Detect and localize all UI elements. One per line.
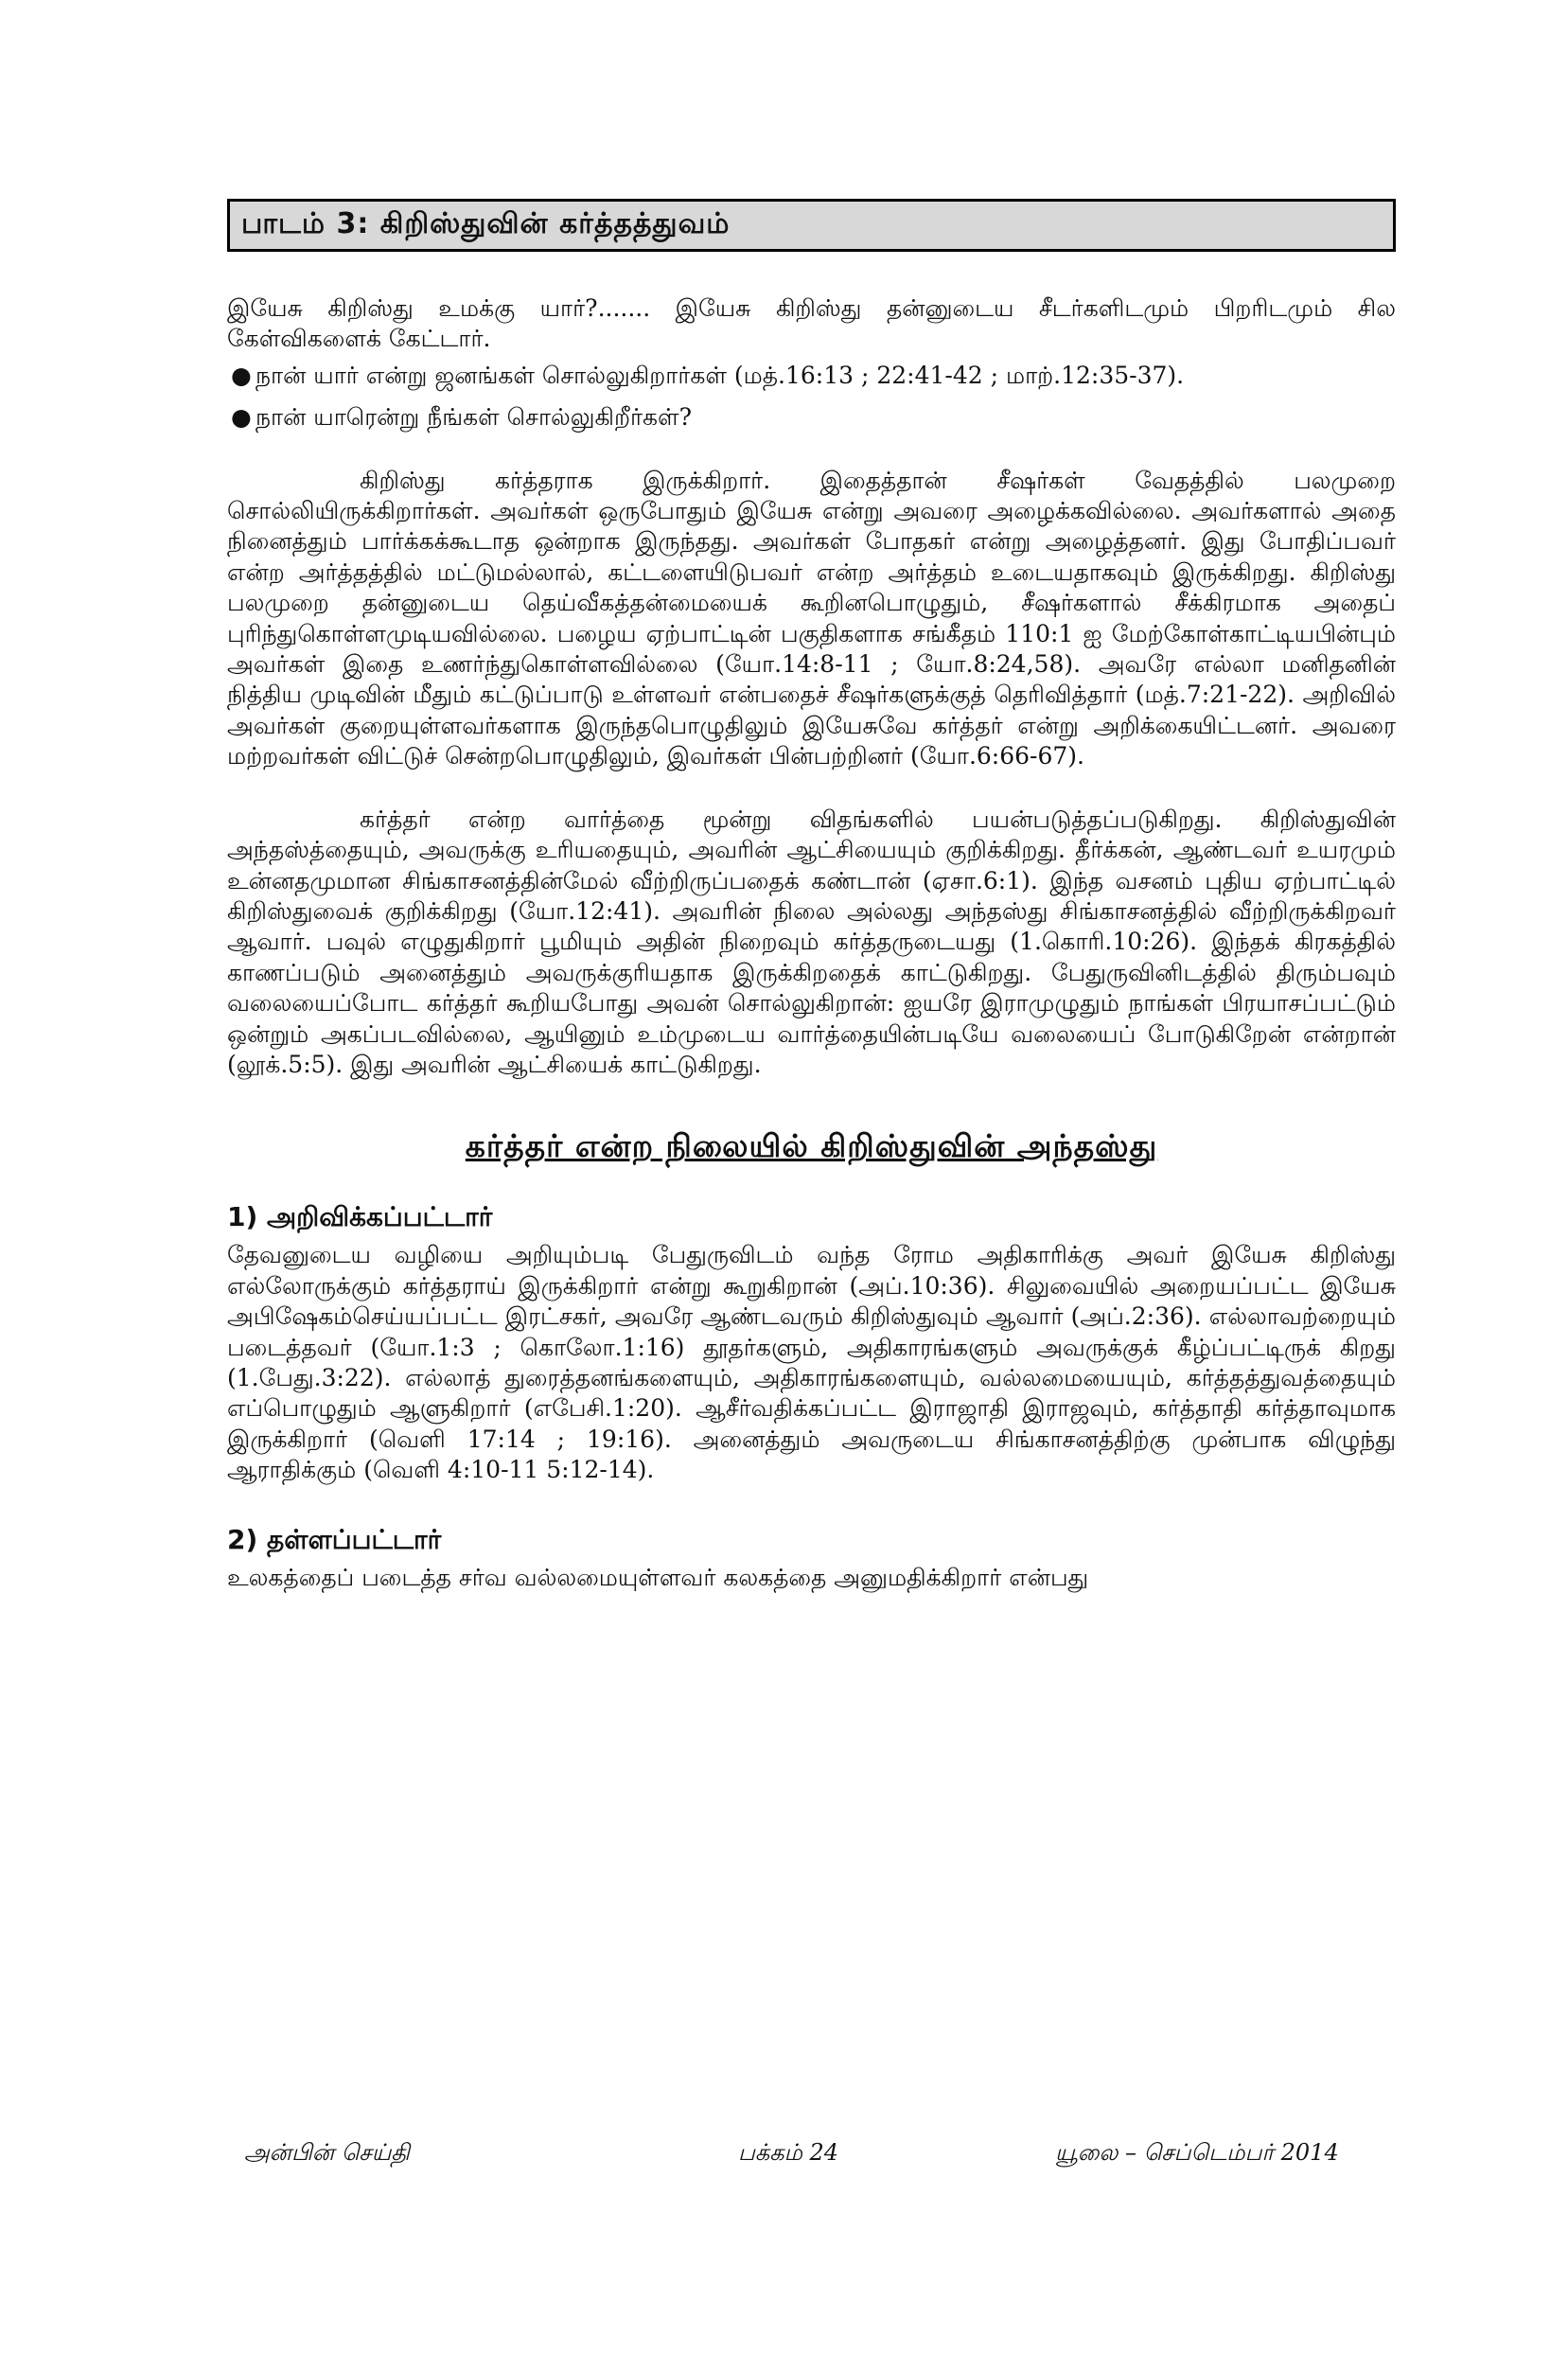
section-heading: கர்த்தர் என்ற நிலையில் கிறிஸ்துவின் அந்தஸ்து: [465, 1127, 1158, 1165]
subsection-paragraph: உலகத்தைப் படைத்த சர்வ வல்லமையுள்ளவர் கலகத்தை அனுமதிக்கிறார் என்பது: [227, 1563, 1089, 1591]
bullet-icon: ●: [231, 403, 252, 432]
body-paragraph: கிறிஸ்து கர்த்தராக இருக்கிறார். இதைத்தான் சீஷர்கள் வேதத்தில் பலமுறை சொல்லியிருக்கிறார்கள். அவர்கள் ஒருபோதும் இயேசு என்று அவரை அழைக்கவில்லை. அவர்களால் அதை நினைத்தும் பார்க்கக்கூடாத ஒன்றாக இருந்தது. அவர்கள் போதகர் என்று அழைத்தனர். இது போதிப்பவர் என்ற அர்த்தத்தில் மட்டுமல்லால், கட்டளையிடுபவர் என்ற அர்த்தம் உடையதாகவும் இருக்கிறது. கிறிஸ்து பலமுறை தன்னுடைய தெய்வீகத்தன்மையைக் கூறினபொழுதும், சீஷர்களால் சீக்கிரமாக அதைப் புரிந்துகொள்ளமுடியவில்லை. பழைய ஏற்பாட்டின் பகுதிகளாக சங்கீதம் 110:1 ஐ மேற்கோள்காட்டியபின்பும் அவர்கள் இதை உணர்ந்துகொள்ளவில்லை (யோ.14:8-11 ; யோ.8:24,58). அவரே எல்லா மனிதனின் நித்திய முடிவின் மீதும் கட்டுப்பாடு உள்ளவர் என்பதைச் சீஷர்களுக்குத் தெரிவித்தார் (மத்.7:21-22). அறிவில் அவர்கள் குறையுள்ளவர்களாக இருந்தபொழுதிலும் இயேசுவே கர்த்தர் என்று அறிக்கையிட்டனர். அவரை மற்றவர்கள் விட்டுச் சென்றபொழுதிலும், இவர்கள் பின்பற்றினர் (யோ.6:66-67).: [227, 466, 1396, 770]
question-list: [227, 361, 1396, 434]
subsection-heading: 2) தள்ளப்பட்டார்: [227, 1523, 442, 1555]
question-text: நான் யார் என்று ஜனங்கள் சொல்லுகிறார்கள் (மத்.16:13 ; 22:41-42 ; மாற்.12:35-37).: [255, 361, 1185, 389]
bullet-icon: ●: [231, 361, 252, 389]
question-text: நான் யாரென்று நீங்கள் சொல்லுகிறீர்கள்?: [255, 403, 692, 432]
page-content: [227, 199, 1396, 1593]
footer-publication: அன்பின் செய்தி: [244, 2139, 410, 2166]
lesson-title: பாடம் 3: கிறிஸ்துவின் கர்த்தத்துவம்: [227, 199, 1396, 252]
subsection-heading: 1) அறிவிக்கப்பட்டார்: [227, 1201, 493, 1233]
page-footer: [0, 2139, 1568, 2177]
intro-paragraph: இயேசு கிறிஸ்து உமக்கு யார்?....... இயேசு கிறிஸ்து தன்னுடைய சீடர்களிடமும் பிறரிடமும் சில கேள்விகளைக் கேட்டார்.: [227, 294, 1396, 353]
subsection-paragraph: தேவனுடைய வழியை அறியும்படி பேதுருவிடம் வந்த ரோம அதிகாரிக்கு அவர் இயேசு கிறிஸ்து எல்லோருக்கும் கர்த்தராய் இருக்கிறார் என்று கூறுகிறான் (அப்.10:36). சிலுவையில் அறையப்பட்ட இயேசு அபிஷேகம்செய்யப்பட்ட இரட்சகர், அவரே ஆண்டவரும் கிறிஸ்துவும் ஆவார் (அப்.2:36). எல்லாவற்றையும் படைத்தவர் (யோ.1:3 ; கொலோ.1:16) தூதர்களும், அதிகாரங்களும் அவருக்குக் கீழ்ப்பட்டிருக் கிறது (1.பேது.3:22). எல்லாத் துரைத்தனங்களையும், அதிகாரங்களையும், வல்லமையையும், கர்த்தத்துவத்தையும் எப்பொழுதும் ஆளுகிறார் (எபேசி.1:20). ஆசீர்வதிக்கப்பட்ட இராஜாதி இராஜவும், கர்த்தாதி கர்த்தாவுமாக இருக்கிறார் (வெளி 17:14 ; 19:16). அனைத்தும் அவருடைய சிங்காசனத்திற்கு முன்பாக விழுந்து ஆராதிக்கும் (வெளி 4:10-11 5:12-14).: [227, 1241, 1396, 1484]
body-paragraph: கர்த்தர் என்ற வார்த்தை மூன்று விதங்களில் பயன்படுத்தப்படுகிறது. கிறிஸ்துவின் அந்தஸ்த்தையும், அவருக்கு உரியதையும், அவரின் ஆட்சியையும் குறிக்கிறது. தீர்க்கன், ஆண்டவர் உயரமும் உன்னதமுமான சிங்காசனத்தின்மேல் வீற்றிருப்பதைக் கண்டான் (ஏசா.6:1). இந்த வசனம் புதிய ஏற்பாட்டில் கிறிஸ்துவைக் குறிக்கிறது (யோ.12:41). அவரின் நிலை அல்லது அந்தஸ்து சிங்காசனத்தில் வீற்றிருக்கிறவர் ஆவார். பவுல் எழுதுகிறார் பூமியும் அதின் நிறைவும் கர்த்தருடையது (1.கொரி.10:26). இந்தக் கிரகத்தில் காணப்படும் அனைத்தும் அவருக்குரியதாக இருக்கிறதைக் காட்டுகிறது. பேதுருவினிடத்தில் திரும்பவும் வலையைப்போட கர்த்தர் கூறியபோது அவன் சொல்லுகிறான்: ஐயரே இராமுழுதும் நாங்கள் பிரயாசப்பட்டும் ஒன்றும் அகப்படவில்லை, ஆயினும் உம்முடைய வார்த்தையின்படியே வலையைப் போடுகிறேன் என்றான் (லூக்.5:5). இது அவரின் ஆட்சியைக் காட்டுகிறது.: [227, 805, 1396, 1078]
list-item: [227, 402, 1396, 433]
footer-date: யூலை – செப்டெம்பர் 2014: [1055, 2139, 1339, 2166]
list-item: [227, 361, 1396, 391]
footer-page-number: பக்கம் 24: [738, 2139, 839, 2166]
